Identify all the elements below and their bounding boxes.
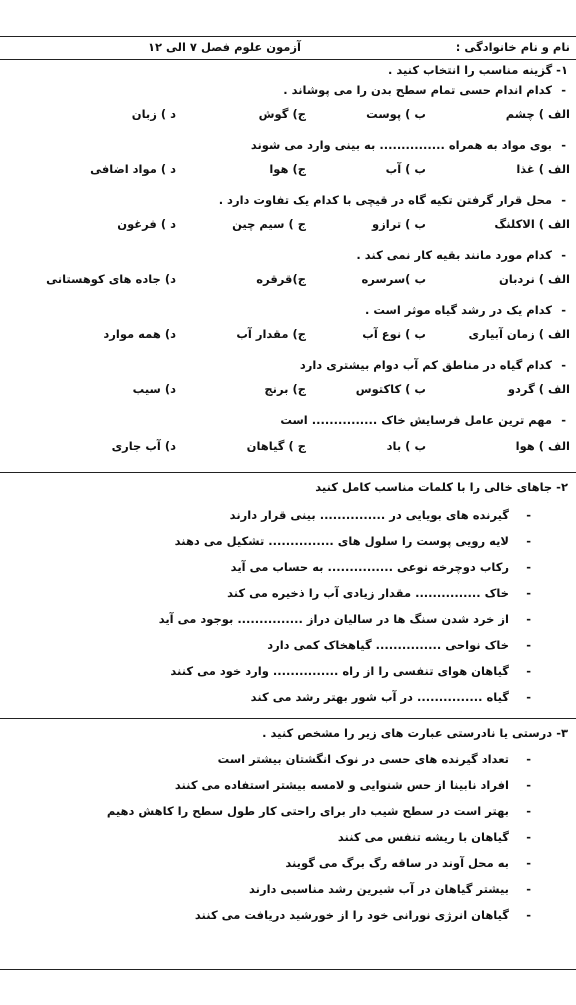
mcq-2-options — [0, 159, 576, 179]
option-c: ج) هوا — [269, 162, 306, 176]
mcq-1-options — [0, 104, 576, 124]
bullet-dash: - — [526, 778, 531, 792]
option-a: الف ) هوا — [515, 439, 570, 453]
true-false-item: - تعداد گیرنده های حسی در نوک انگشتان بیشتر است — [0, 749, 531, 769]
bullet-dash: - — [526, 830, 531, 844]
true-false-item: - بهتر است در سطح شیب دار برای راحتی کار طول سطح را کاهش دهیم — [0, 801, 531, 821]
bullet-dash: - — [526, 534, 531, 548]
bullet-dash: - — [526, 752, 531, 766]
student-name-label: نام و نام خانوادگی : — [455, 40, 570, 54]
blank-item: - گیاهان هوای تنفسی را از راه ............... وارد خود می کنند — [0, 661, 531, 681]
option-d: د ) زبان — [131, 107, 176, 121]
option-b: ب ) آب — [385, 162, 426, 176]
option-b: ب ) کاکتوس — [355, 382, 426, 396]
bullet-dash: - — [561, 138, 566, 152]
bullet-dash: - — [526, 560, 531, 574]
mcq-7-stem-row — [0, 410, 576, 430]
mcq-stem: کدام مورد مانند بقیه کار نمی کند . — [356, 248, 552, 262]
bullet-dash: - — [526, 690, 531, 704]
bullet-dash: - — [526, 908, 531, 922]
option-b: ب )سرسره — [361, 272, 426, 286]
option-d: د) جاده های کوهستانی — [46, 272, 176, 286]
section-2-title: ۲- جاهای خالی را با کلمات مناسب کامل کنید — [315, 480, 568, 494]
bullet-dash: - — [526, 856, 531, 870]
bullet-dash: - — [526, 612, 531, 626]
bullet-dash: - — [526, 882, 531, 896]
mcq-4-stem-row — [0, 245, 576, 265]
section-true-false — [0, 719, 576, 970]
mcq-6-options — [0, 379, 576, 399]
true-false-item: - گیاهان انرژی نورانی خود را از خورشید دریافت می کنند — [0, 905, 531, 925]
bullet-dash: - — [561, 413, 566, 427]
option-d: د) سیب — [132, 382, 176, 396]
mcq-3-stem-row — [0, 190, 576, 210]
option-b: ب ) ترازو — [371, 217, 426, 231]
mcq-4-options — [0, 269, 576, 289]
blank-item: - از خرد شدن سنگ ها در سالیان دراز ............... بوجود می آید — [0, 609, 531, 629]
option-d: د) آب جاری — [111, 439, 176, 453]
true-false-item: - گیاهان با ریشه تنفس می کنند — [0, 827, 531, 847]
mcq-stem: کدام یک در رشد گیاه موثر است . — [365, 303, 552, 317]
option-c: ج) مقدار آب — [236, 327, 306, 341]
blank-item: - خاک نواحی ............... گیاهخاک کمی دارد — [0, 635, 531, 655]
option-a: الف ) نردبان — [498, 272, 570, 286]
test-title: آزمون علوم فصل ۷ الی ۱۲ — [147, 40, 301, 54]
option-b: ب ) پوست — [366, 107, 426, 121]
mcq-1-stem-row — [0, 80, 576, 100]
bullet-dash: - — [561, 83, 566, 97]
mcq-6-stem-row — [0, 355, 576, 375]
option-a: الف ) چشم — [505, 107, 570, 121]
option-a: الف ) زمان آبیاری — [468, 327, 570, 341]
option-b: ب ) نوع آب — [362, 327, 426, 341]
option-c: ج) برنج — [264, 382, 306, 396]
bullet-dash: - — [561, 303, 566, 317]
bullet-dash: - — [526, 664, 531, 678]
bullet-dash: - — [561, 358, 566, 372]
option-d: د) همه موارد — [103, 327, 176, 341]
option-c: ج ) سیم چین — [232, 217, 306, 231]
option-b: ب ) باد — [386, 439, 426, 453]
mcq-2-stem-row — [0, 135, 576, 155]
bullet-dash: - — [526, 804, 531, 818]
blank-item: - رکاب دوچرخه نوعی ............... به حساب می آید — [0, 557, 531, 577]
mcq-5-stem-row — [0, 300, 576, 320]
bullet-dash: - — [526, 508, 531, 522]
section-1-title: ۱- گزینه مناسب را انتخاب کنید . — [387, 63, 568, 77]
true-false-item: - بیشتر گیاهان در آب شیرین رشد مناسبی دارند — [0, 879, 531, 899]
true-false-item: - افراد نابینا از حس شنوایی و لامسه بیشتر استفاده می کنند — [0, 775, 531, 795]
bullet-dash: - — [526, 638, 531, 652]
blank-item: - گیرنده های بویایی در ............... بینی قرار دارند — [0, 505, 531, 525]
option-d: د ) فرغون — [117, 217, 176, 231]
mcq-5-options — [0, 324, 576, 344]
blank-item: - خاک ............... مقدار زیادی آب را ذخیره می کند — [0, 583, 531, 603]
mcq-3-options — [0, 214, 576, 234]
option-a: الف ) غذا — [516, 162, 570, 176]
mcq-stem: محل قرار گرفتن تکیه گاه در قیچی با کدام یک تفاوت دارد . — [218, 193, 552, 207]
mcq-stem: کدام اندام حسی تمام سطح بدن را می پوشاند . — [283, 83, 552, 97]
mcq-7-options — [0, 436, 576, 456]
option-d: د ) مواد اضافی — [90, 162, 176, 176]
blank-item: - لایه رویی پوست را سلول های ............... تشکیل می دهند — [0, 531, 531, 551]
mcq-stem: کدام گیاه در مناطق کم آب دوام بیشتری دارد — [299, 358, 552, 372]
bullet-dash: - — [561, 248, 566, 262]
option-c: ج)قرقره — [256, 272, 306, 286]
mcq-stem: مهم ترین عامل فرسایش خاک ............... است — [280, 413, 552, 427]
blank-item: - گیاه ............... در آب شور بهتر رشد می کند — [0, 687, 531, 707]
option-c: ج) گوش — [258, 107, 306, 121]
mcq-stem: بوی مواد به همراه ............... به بینی وارد می شوند — [250, 138, 552, 152]
true-false-item: - به محل آوند در ساقه رگ برگ می گویند — [0, 853, 531, 873]
section-fill-blanks — [0, 473, 576, 719]
header-bar — [0, 36, 576, 60]
section-multiple-choice — [0, 58, 576, 473]
section-3-title: ۳- درستی یا نادرستی عبارت های زیر را مشخص کنید . — [262, 726, 568, 740]
option-a: الف ) گردو — [507, 382, 570, 396]
option-c: ج ) گیاهان — [246, 439, 306, 453]
option-a: الف ) الاکلنگ — [494, 217, 570, 231]
bullet-dash: - — [561, 193, 566, 207]
bullet-dash: - — [526, 586, 531, 600]
